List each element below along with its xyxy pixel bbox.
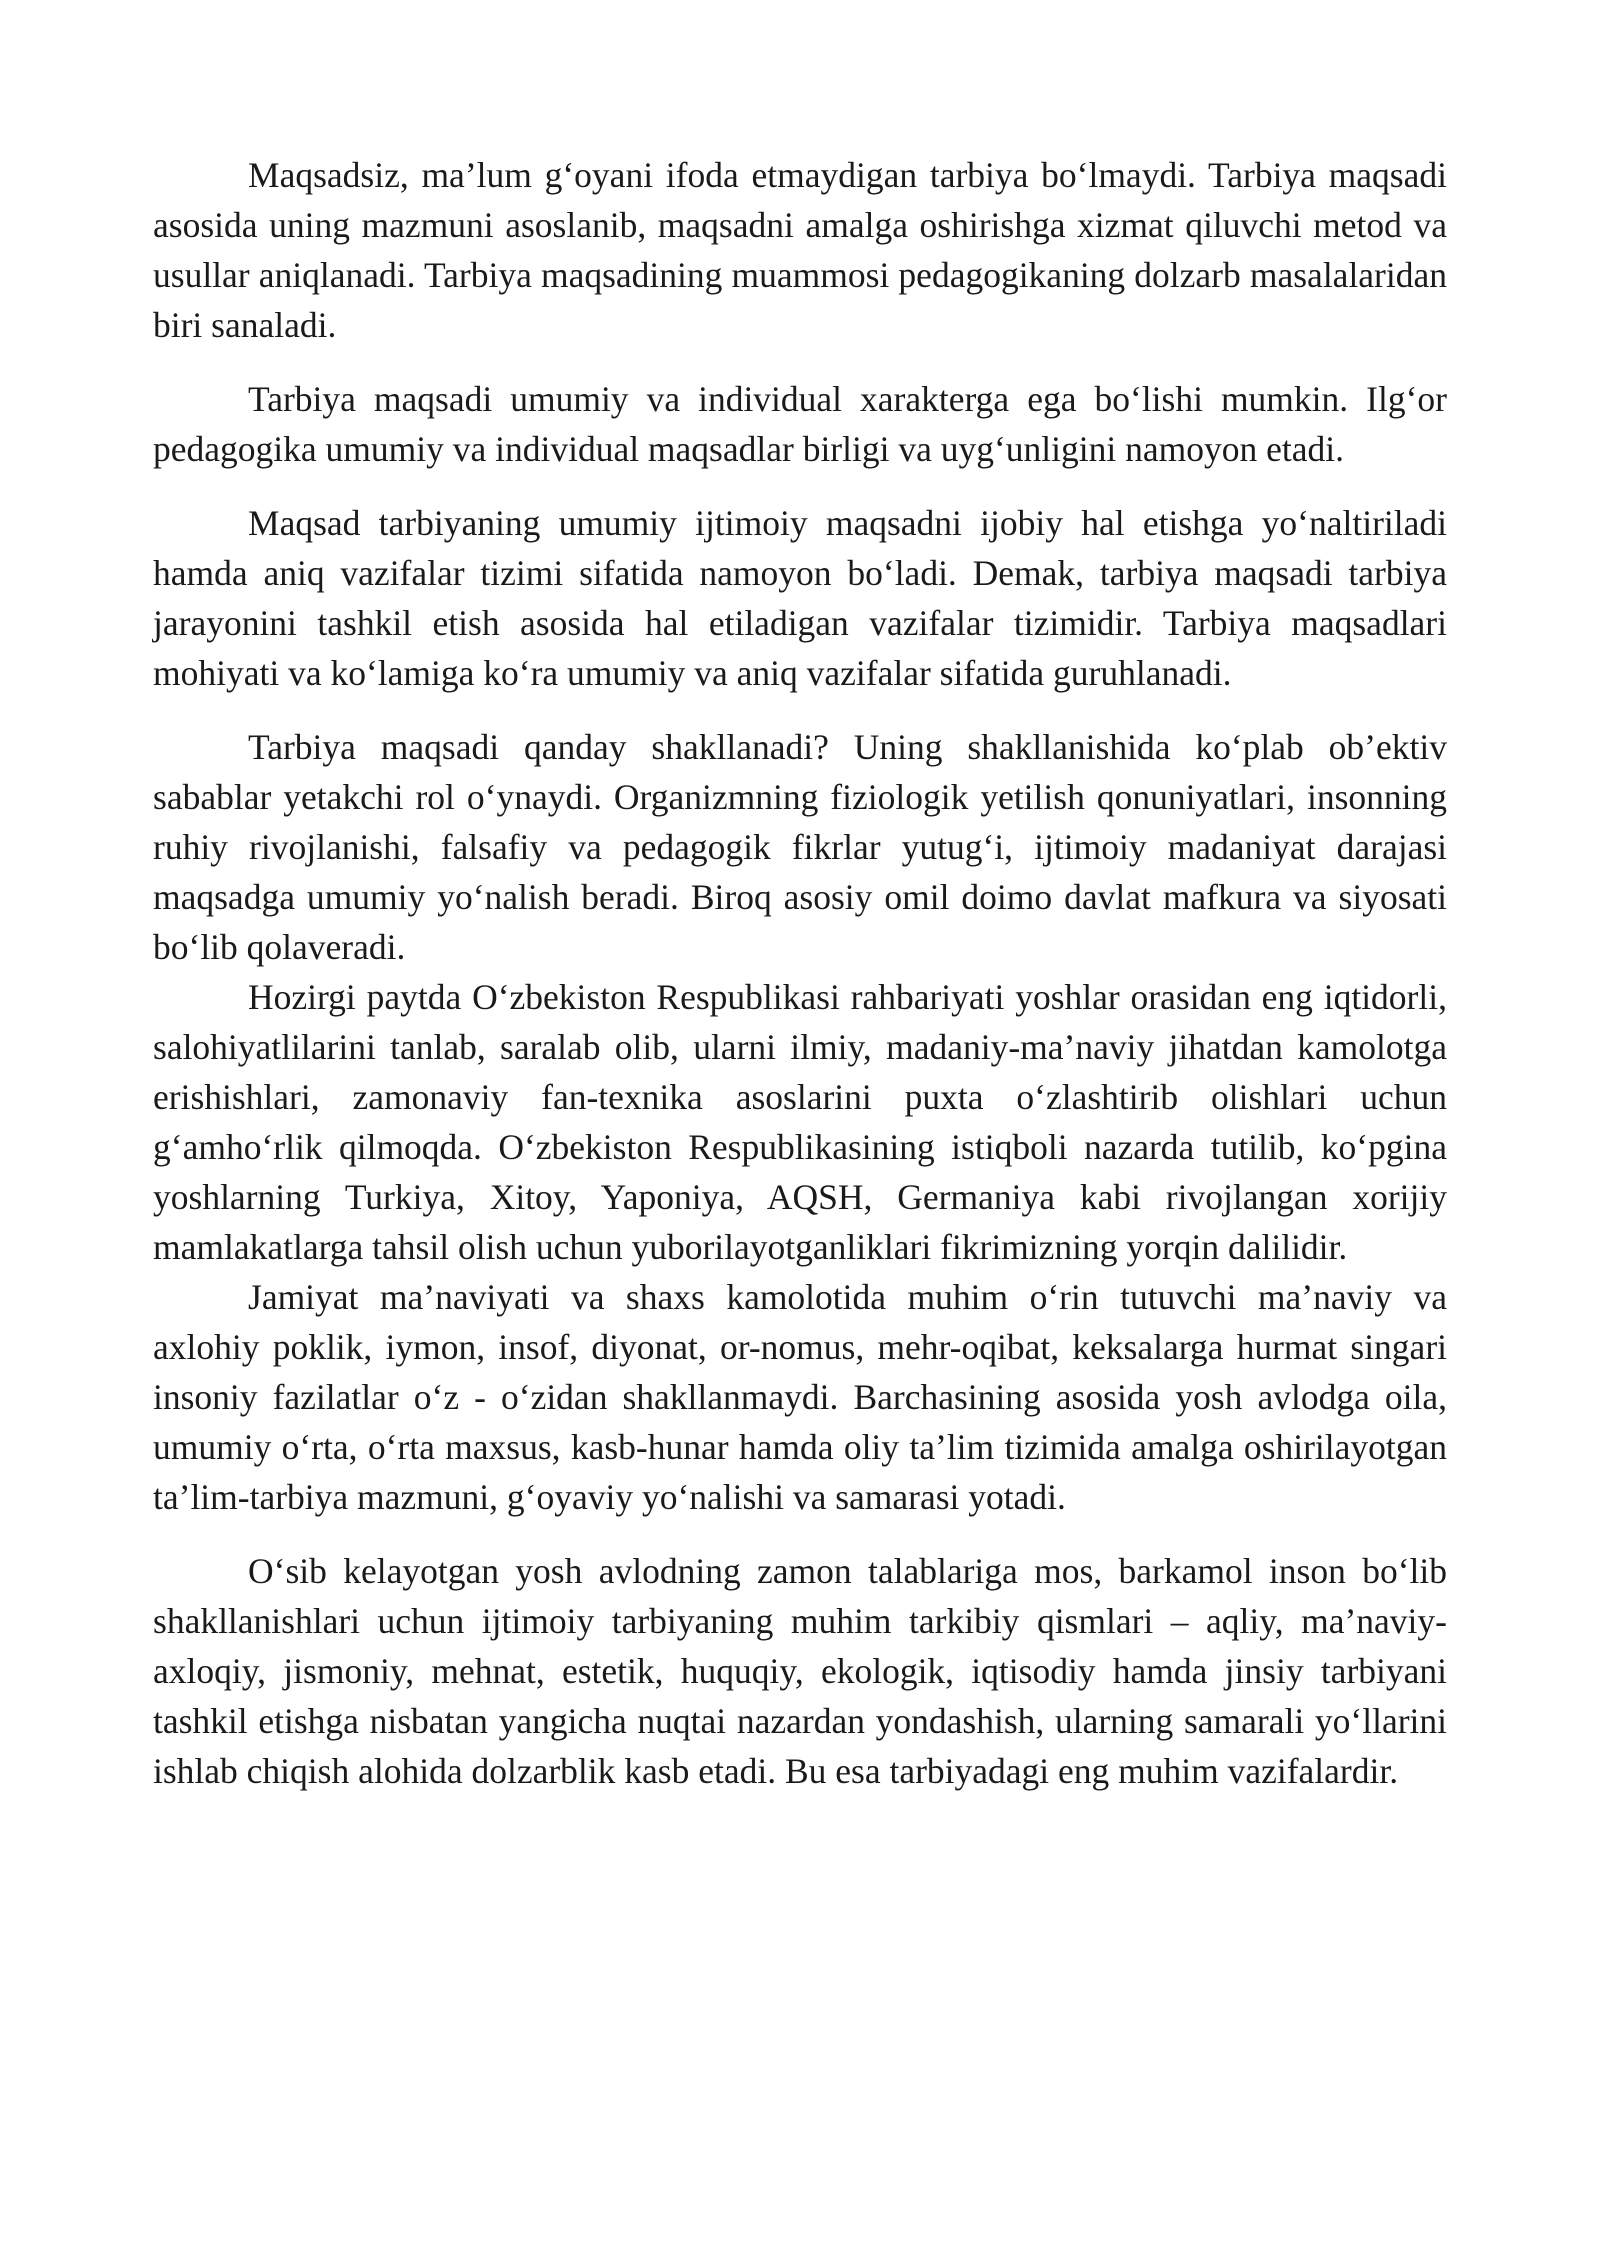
paragraph-1: Maqsadsiz, ma’lum g‘oyani ifoda etmaydigan tarbiya bo‘lmaydi. Tarbiya maqsadi asosida uning mazmuni asoslanib, maqsadni amalga oshirishga xizmat qiluvchi metod va usullar aniqlanadi. Tarbiya maqsadining muammosi pedagogikaning dolzarb masalalaridan biri sanaladi. xyxy=(153,155,1447,345)
paragraph-5: Hozirgi paytda O‘zbekiston Respublikasi rahbariyati yoshlar orasidan eng iqtidorli, salohiyatlilarini tanlab, saralab olib, ularni ilmiy, madaniy-ma’naviy jihatdan kamolotga erishishlari, zamonaviy fan-texnika asoslarini puxta o‘zlashtirib olishlari uchun g‘amho‘rlik qilmoqda. O‘zbekiston Respublikasining istiqboli nazarda tutilib, ko‘pgina yoshlarning Turkiya, Xitoy, Yaponiya, AQSH, Germaniya kabi rivojlangan xorijiy mamlakatlarga tahsil olish uchun yuborilayotganliklari fikrimizning yorqin dalilidir. xyxy=(153,977,1447,1267)
paragraph-2: Tarbiya maqsadi umumiy va individual xarakterga ega bo‘lishi mumkin. Ilg‘or pedagogika umumiy va individual maqsadlar birligi va uyg‘unligini namoyon etadi. xyxy=(153,379,1447,469)
document-body xyxy=(153,150,1447,1796)
paragraph-6: Jamiyat ma’naviyati va shaxs kamolotida muhim o‘rin tutuvchi ma’naviy va axlohiy poklik, iymon, insof, diyonat, or-nomus, mehr-oqibat, keksalarga hurmat singari insoniy fazilatlar o‘z - o‘zidan shakllanmaydi. Barchasining asosida yosh avlodga oila, umumiy o‘rta, o‘rta maxsus, kasb-hunar hamda oliy ta’lim tizimida amalga oshirilayotgan ta’lim-tarbiya mazmuni, g‘oyaviy yo‘nalishi va samarasi yotadi. xyxy=(153,1277,1447,1517)
paragraph-4: Tarbiya maqsadi qanday shakllanadi? Uning shakllanishida ko‘plab ob’ektiv sabablar yetakchi rol o‘ynaydi. Organizmning fiziologik yetilish qonuniyatlari, insonning ruhiy rivojlanishi, falsafiy va pedagogik fikrlar yutug‘i, ijtimoiy madaniyat darajasi maqsadga umumiy yo‘nalish beradi. Biroq asosiy omil doimo davlat mafkura va siyosati bo‘lib qolaveradi. xyxy=(153,727,1447,967)
paragraph-3: Maqsad tarbiyaning umumiy ijtimoiy maqsadni ijobiy hal etishga yo‘naltiriladi hamda aniq vazifalar tizimi sifatida namoyon bo‘ladi. Demak, tarbiya maqsadi tarbiya jarayonini tashkil etish asosida hal etiladigan vazifalar tizimidir. Tarbiya maqsadlari mohiyati va ko‘lamiga ko‘ra umumiy va aniq vazifalar sifatida guruhlanadi. xyxy=(153,503,1447,693)
paragraph-7: O‘sib kelayotgan yosh avlodning zamon talablariga mos, barkamol inson bo‘lib shakllanishlari uchun ijtimoiy tarbiyaning muhim tarkibiy qismlari – aqliy, ma’naviy-axloqiy, jismoniy, mehnat, estetik, huquqiy, ekologik, iqtisodiy hamda jinsiy tarbiyani tashkil etishga nisbatan yangicha nuqtai nazardan yondashish, ularning samarali yo‘llarini ishlab chiqish alohida dolzarblik kasb etadi. Bu esa tarbiyadagi eng muhim vazifalardir. xyxy=(153,1551,1447,1791)
